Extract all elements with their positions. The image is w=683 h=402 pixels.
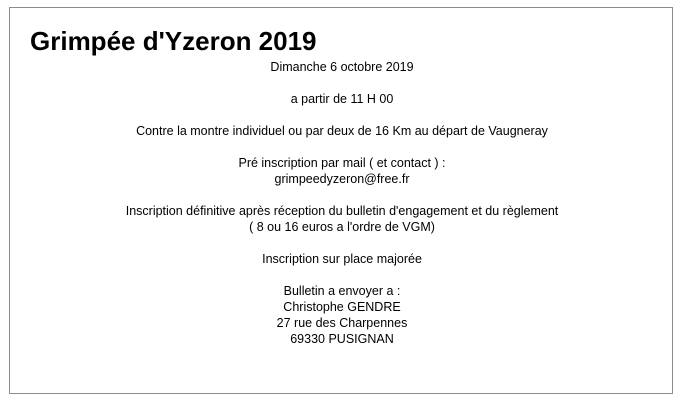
event-start-time: a partir de 11 H 00 — [290, 92, 394, 106]
event-date: Dimanche 6 octobre 2019 — [270, 60, 414, 74]
spacer — [20, 75, 664, 91]
onsite-registration: Inscription sur place majorée — [262, 252, 422, 266]
spacer — [20, 235, 664, 251]
preregistration-text: Pré inscription par mail ( et contact ) : — [238, 156, 446, 170]
contact-email: grimpeedyzeron@free.fr — [274, 172, 410, 186]
mailing-intro: Bulletin a envoyer a : — [283, 284, 401, 298]
registration-text: Inscription définitive après réception du bulletin d'engagement et du règlement — [125, 204, 559, 218]
registration-fee: ( 8 ou 16 euros a l'ordre de VGM) — [249, 220, 435, 234]
spacer — [20, 187, 664, 203]
spacer — [20, 107, 664, 123]
mailing-city: 69330 PUSIGNAN — [290, 332, 394, 346]
event-details — [20, 59, 664, 347]
mailing-name: Christophe GENDRE — [283, 300, 401, 314]
page-title: Grimpée d'Yzeron 2019 — [30, 26, 317, 56]
spacer — [20, 139, 664, 155]
race-description: Contre la montre individuel ou par deux de 16 Km au départ de Vaugneray — [136, 124, 548, 138]
spacer — [20, 267, 664, 283]
mailing-street: 27 rue des Charpennes — [276, 316, 408, 330]
